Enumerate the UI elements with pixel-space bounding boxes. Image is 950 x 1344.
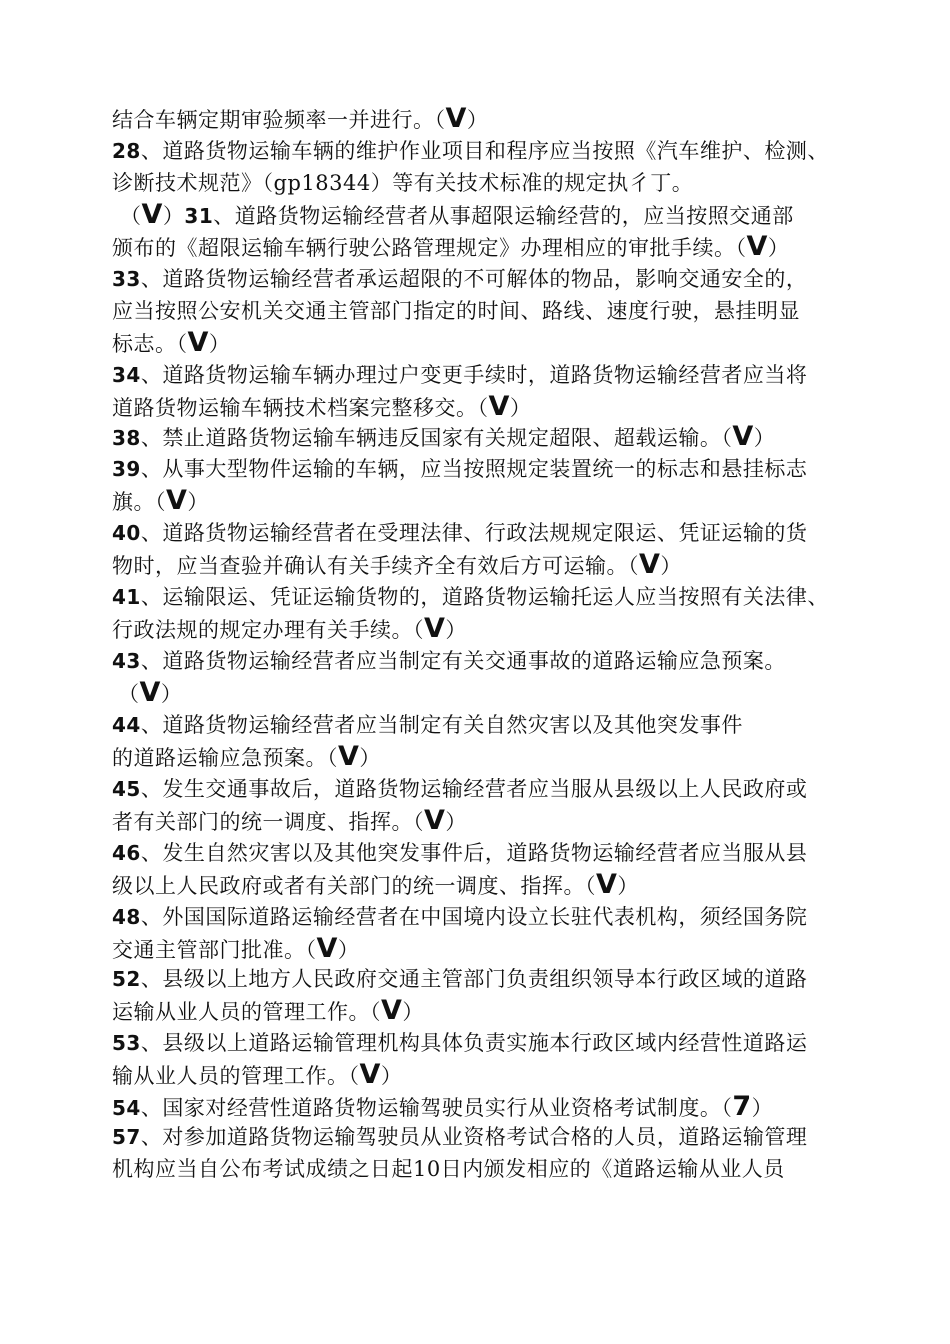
paren-close: ）	[466, 108, 489, 132]
line-text: 道路货物运输车辆技术档案完整移交。	[112, 396, 478, 420]
paren-close: ）	[445, 618, 467, 642]
answer-mark	[477, 391, 532, 422]
check-mark: V	[139, 677, 161, 708]
text-line	[112, 773, 807, 805]
line-text: 、道路货物运输经营者应当制定有关自然灾害以及其他突发事件	[140, 713, 743, 737]
paren-open: （	[413, 810, 424, 834]
line-text: 、禁止道路货物运输车辆违反国家有关规定超限、超载运输。	[140, 426, 722, 450]
text-line	[112, 103, 488, 136]
line-text: 、道路货物运输经营者从事超限运输经营的，应当按照交通部	[213, 204, 794, 228]
line-text: 、县级以上道路运输管理机构具体负责实施本行政区域内经营性道路运	[140, 1031, 808, 1055]
item-number: 38	[112, 426, 141, 450]
line-text: 颁布的《超限运输车辆行驶公路管理规定》办理相应的审批手续。	[112, 236, 736, 260]
paren-close: ）	[751, 1096, 774, 1120]
answer-mark	[118, 677, 183, 708]
text-line	[112, 963, 807, 995]
check-mark: V	[746, 231, 768, 262]
text-line	[112, 231, 789, 264]
check-mark: V	[639, 549, 661, 580]
check-mark: V	[338, 741, 360, 772]
text-line	[112, 453, 807, 485]
paren-close: ）	[337, 938, 360, 962]
item-number: 31	[184, 204, 214, 228]
paren-open: （	[176, 332, 188, 356]
line-text: 的道路运输应急预案。	[112, 746, 327, 770]
text-line	[112, 933, 359, 966]
text-line	[112, 995, 424, 1028]
text-line	[112, 709, 743, 741]
text-line	[112, 869, 639, 902]
text-line	[112, 135, 829, 167]
line-text: 者有关部门的统一调度、指挥。	[112, 810, 413, 834]
text-line	[112, 1027, 807, 1059]
paren-close: ）	[660, 554, 682, 578]
item-number: 48	[112, 905, 141, 929]
check-mark: 7	[732, 1091, 752, 1122]
check-mark: V	[381, 995, 403, 1026]
text-line	[112, 1059, 402, 1092]
paren-close: ）	[753, 426, 776, 450]
line-text: 级以上人民政府或者有关部门的统一调度、指挥。	[112, 874, 585, 898]
text-line	[112, 1153, 785, 1185]
check-mark: V	[359, 1059, 381, 1090]
check-mark: V	[316, 933, 338, 964]
check-mark: V	[424, 805, 446, 836]
line-text: 行政法规的规定办理有关手续。	[112, 618, 413, 642]
line-text: 交通主管部门批准。	[112, 938, 306, 962]
check-mark: V	[424, 613, 446, 644]
line-text: 、县级以上地方人民政府交通主管部门负责组织领导本行政区域的道路	[140, 967, 808, 991]
check-mark: V	[596, 869, 618, 900]
answer-mark	[585, 869, 639, 900]
line-text: 旗。	[112, 490, 155, 514]
line-text: 、外国国际道路运输经营者在中国境内设立长驻代表机构，须经国务院	[140, 905, 808, 929]
paren-open: （	[413, 618, 424, 642]
line-text: 标志。	[112, 332, 177, 356]
answer-mark	[120, 199, 185, 230]
text-line	[112, 391, 531, 424]
line-text: 结合车辆定期审验频率一并进行。	[112, 108, 435, 132]
line-text: 、道路货物运输车辆的维护作业项目和程序应当按照《汽车维护、检测、	[140, 139, 829, 163]
item-number: 57	[112, 1125, 141, 1149]
paren-open: （	[305, 938, 317, 962]
line-text: 、国家对经营性道路货物运输驾驶员实行从业资格考试制度。	[140, 1096, 722, 1120]
line-text: 、道路货物运输经营者在受理法律、行政法规规定限运、凭证运输的货	[140, 521, 808, 545]
item-number: 54	[112, 1096, 141, 1120]
item-number: 34	[112, 363, 141, 387]
item-number: 45	[112, 777, 141, 801]
answer-mark	[721, 421, 776, 452]
paren-open: （	[585, 874, 596, 898]
answer-mark	[305, 933, 360, 964]
answer-mark	[348, 1059, 403, 1090]
line-text: 、从事大型物件运输的车辆，应当按照规定装置统一的标志和悬挂标志	[140, 457, 808, 481]
paren-close: ）	[509, 396, 532, 420]
line-text: 、道路货物运输车辆办理过户变更手续时，道路货物运输经营者应当将	[140, 363, 808, 387]
item-number: 53	[112, 1031, 141, 1055]
line-text: 机构应当自公布考试成绩之日起10日内颁发相应的《道路运输从业人员	[112, 1157, 785, 1181]
text-line	[112, 901, 807, 933]
text-line	[112, 741, 381, 774]
paren-close: ）	[767, 236, 790, 260]
answer-mark	[155, 485, 209, 516]
text-line	[112, 359, 807, 391]
text-line	[112, 517, 807, 549]
check-mark: V	[732, 421, 754, 452]
text-line	[112, 295, 800, 327]
text-line	[112, 645, 786, 677]
item-number: 41	[112, 585, 141, 609]
text-line	[112, 1121, 807, 1153]
paren-close: ）	[359, 746, 381, 770]
text-line	[112, 485, 209, 518]
check-mark: V	[141, 199, 163, 230]
line-text: 、对参加道路货物运输驾驶员从业资格考试合格的人员，道路运输管理	[140, 1125, 808, 1149]
paren-open: （	[477, 396, 489, 420]
answer-mark	[434, 103, 489, 134]
item-number: 44	[112, 713, 141, 737]
text-line	[118, 677, 182, 710]
text-line	[112, 1091, 773, 1124]
line-text: 、运输限运、凭证运输货物的，道路货物运输托运人应当按照有关法律、	[140, 585, 829, 609]
item-number: 40	[112, 521, 141, 545]
check-mark: V	[445, 103, 467, 134]
line-text: 诊断技术规范》（gp18344）等有关技术标准的规定执彳丁。	[112, 171, 694, 195]
paren-open: （	[327, 746, 338, 770]
item-number: 28	[112, 139, 141, 163]
text-line	[112, 613, 467, 646]
paren-open: （	[348, 1064, 360, 1088]
line-text: 、发生交通事故后，道路货物运输经营者应当服从县级以上人民政府或	[140, 777, 808, 801]
answer-mark	[413, 613, 467, 644]
paren-open: （	[120, 204, 142, 228]
text-line	[112, 837, 807, 869]
item-number: 33	[112, 267, 141, 291]
text-line	[112, 421, 775, 454]
line-text: 输从业人员的管理工作。	[112, 1064, 349, 1088]
text-line	[112, 805, 467, 838]
text-line	[112, 327, 230, 360]
check-mark: V	[187, 327, 209, 358]
text-line	[112, 549, 682, 582]
answer-mark	[176, 327, 231, 358]
item-number: 39	[112, 457, 141, 481]
answer-mark	[327, 741, 381, 772]
line-text: 应当按照公安机关交通主管部门指定的时间、路线、速度行驶，悬挂明显	[112, 299, 800, 323]
answer-mark	[721, 1091, 774, 1122]
line-text: 、道路货物运输经营者承运超限的不可解体的物品，影响交通安全的，	[140, 267, 808, 291]
item-number: 43	[112, 649, 141, 673]
item-number: 52	[112, 967, 141, 991]
text-line	[112, 167, 693, 199]
paren-open: （	[118, 682, 140, 706]
paren-open: （	[434, 108, 446, 132]
item-number: 46	[112, 841, 141, 865]
paren-open: （	[370, 1000, 381, 1024]
check-mark: V	[166, 485, 188, 516]
text-line	[112, 581, 829, 613]
paren-open: （	[721, 1096, 733, 1120]
answer-mark	[413, 805, 467, 836]
answer-mark	[628, 549, 682, 580]
line-text: 、道路货物运输经营者应当制定有关交通事故的道路运输应急预案。	[140, 649, 786, 673]
paren-close: ）	[160, 682, 183, 706]
paren-close: ）	[380, 1064, 403, 1088]
paren-open: （	[628, 554, 639, 578]
paren-close: ）	[162, 204, 185, 228]
answer-mark	[370, 995, 424, 1026]
paren-close: ）	[208, 332, 231, 356]
line-text: 物时，应当查验并确认有关手续齐全有效后方可运输。	[112, 554, 628, 578]
answer-mark	[735, 231, 790, 262]
paren-open: （	[721, 426, 733, 450]
paren-close: ）	[402, 1000, 424, 1024]
line-text: 、发生自然灾害以及其他突发事件后，道路货物运输经营者应当服从县	[140, 841, 808, 865]
paren-open: （	[155, 490, 166, 514]
paren-close: ）	[617, 874, 639, 898]
paren-close: ）	[187, 490, 209, 514]
text-line	[112, 263, 807, 295]
check-mark: V	[488, 391, 510, 422]
text-line	[120, 199, 794, 232]
paren-close: ）	[445, 810, 467, 834]
line-text: 运输从业人员的管理工作。	[112, 1000, 370, 1024]
paren-open: （	[735, 236, 747, 260]
